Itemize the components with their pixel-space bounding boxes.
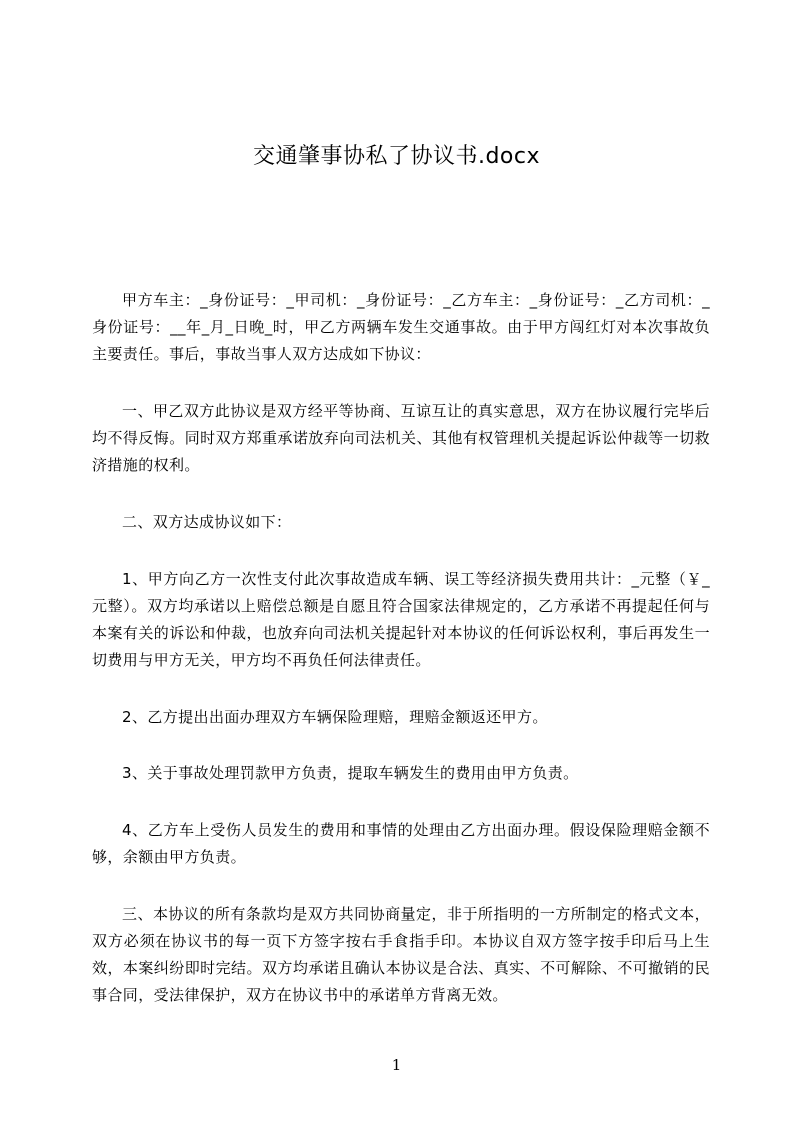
page-number: 1 [391,1056,402,1074]
paragraph-item-1: 1、甲方向乙方一次性支付此次事故造成车辆、误工等经济损失费用共计：_元整（￥_元整）。双方均承诺以上赔偿总额是自愿且符合国家法律规定的，乙方承诺不再提起任何与本案有关的诉讼和仲裁，也放弃向司法机关提起针对本协议的任何诉讼权利，事后再发生一切费用与甲方无关，甲方均不再负任何法律责任。 [92,570,710,669]
document-body [92,287,710,1009]
paragraph-clause-one: 一、甲乙双方此协议是双方经平等协商、互谅互让的真实意思，双方在协议履行完毕后均不得反悔。同时双方郑重承诺放弃向司法机关、其他有权管理机关提起诉讼仲裁等一切救济措施的权利。 [92,402,710,474]
paragraph-item-3: 3、关于事故处理罚款甲方负责，提取车辆发生的费用由甲方负责。 [122,764,579,782]
paragraph-clause-three: 三、本协议的所有条款均是双方共同协商量定，非于所指明的一方所制定的格式文本，双方必须在协议书的每一页下方签字按右手食指手印。本协议自双方签字按手印后马上生效，本案纠纷即时完结。双方均承诺且确认本协议是合法、真实、不可解除、不可撤销的民事合同，受法律保护，双方在协议书中的承诺单方背离无效。 [92,905,710,1004]
paragraph-parties: 甲方车主：_身份证号：_甲司机：_身份证号：_乙方车主：_身份证号：_乙方司机：_身份证号：__年_月_日晚_时，甲乙方两辆车发生交通事故。由于甲方闯红灯对本次事故负主要责任。事后，事故当事人双方达成如下协议： [92,291,710,363]
document-title: 交通肇事协私了协议书.docx [252,144,541,169]
paragraph-clause-two-heading: 二、双方达成协议如下： [122,513,292,531]
paragraph-item-4: 4、乙方车上受伤人员发生的费用和事情的处理由乙方出面办理。假设保险理赔金额不够，余额由甲方负责。 [92,821,710,866]
paragraph-item-2: 2、乙方提出出面办理双方车辆保险理赔，理赔金额返还甲方。 [122,708,548,726]
